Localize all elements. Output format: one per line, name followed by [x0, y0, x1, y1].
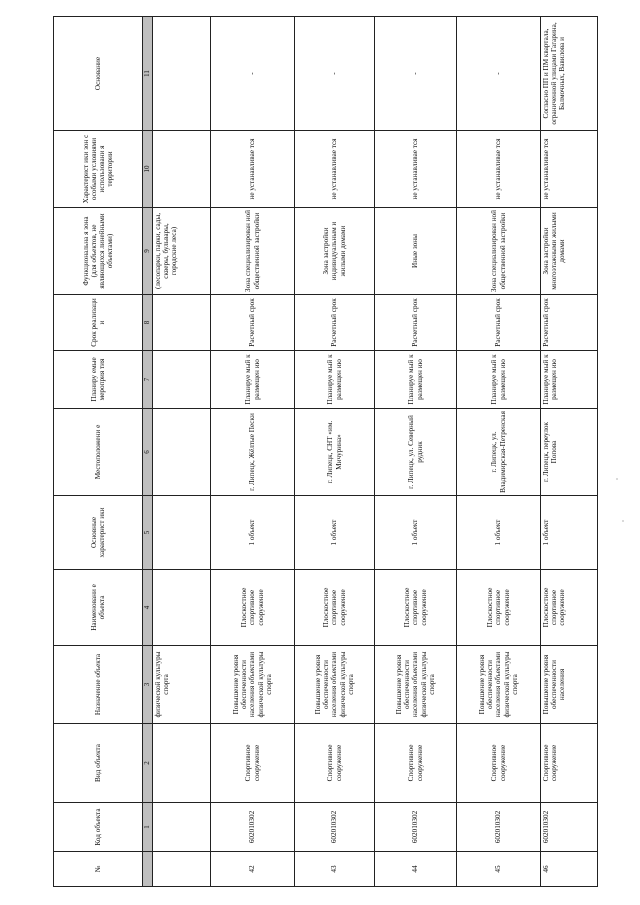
column-number-cell: 8: [143, 295, 153, 351]
object-name-cell: Плоскостное спортивное сооружение: [375, 570, 457, 646]
column-number-cell: 5: [143, 496, 153, 570]
zone-cell: Зона застройки индивидуальным и жилыми домами: [295, 208, 375, 295]
header-row: [54, 17, 143, 887]
specs-cell: 1 объект: [295, 496, 375, 570]
restrictions-cell: не устанавливае тся: [375, 131, 457, 208]
header-cell: Основные характерист ики: [54, 496, 143, 570]
purpose-cell: Повышение уровня обеспеченности населения объектами физической культуры спорта: [295, 646, 375, 724]
row-number-cell: 46: [541, 852, 598, 887]
rotated-table-wrapper: [53, 17, 567, 887]
column-number-cell: 4: [143, 570, 153, 646]
table-row: [457, 17, 541, 887]
object-kind-cell: Спортивное сооружение: [295, 724, 375, 803]
column-number-cell: 10: [143, 131, 153, 208]
table-row: [211, 17, 295, 887]
zone-cell: Зона застройки многоэтажными жилыми домами: [541, 208, 598, 295]
row-number-cell: 42: [211, 852, 295, 887]
objects-table: [53, 16, 598, 887]
header-cell: Местоположени е: [54, 409, 143, 496]
zone-cell: Зона специализирован ной общественной застройки: [211, 208, 295, 295]
table-row: [375, 17, 457, 887]
specs-cell: 1 объект: [211, 496, 295, 570]
purpose-cell: Повышение уровня обеспеченности населения объектами физической культуры спорта: [211, 646, 295, 724]
object-name-cell: Плоскостное спортивное сооружение: [541, 570, 598, 646]
row-number-cell: 44: [375, 852, 457, 887]
header-cell: Планиру емые мероприя тия: [54, 351, 143, 409]
restrictions-cell: не устанавливае тся: [211, 131, 295, 208]
object-name-cell: Плоскостное спортивное сооружение: [211, 570, 295, 646]
object-kind-cell: Спортивное сооружение: [375, 724, 457, 803]
column-number-cell: 7: [143, 351, 153, 409]
restrictions-cell: не устанавливае тся: [295, 131, 375, 208]
basis-cell: -: [375, 17, 457, 131]
scan-speck: [622, 520, 624, 522]
specs-cell: 1 объект: [541, 496, 598, 570]
header-cell: Срок реализаци и: [54, 295, 143, 351]
column-number-cell: 6: [143, 409, 153, 496]
measures-cell: Планируе мый к размещен ию: [457, 351, 541, 409]
header-cell: Основание: [54, 17, 143, 131]
header-cell: Характерист ики зон с особыми условиями использовани я территории: [54, 131, 143, 208]
measures-cell: Планируе мый к размещен ию: [375, 351, 457, 409]
zone-cell: Зона специализирован ной общественной застройки: [457, 208, 541, 295]
column-number-cell: 2: [143, 724, 153, 803]
object-kind-cell: Спортивное сооружение: [211, 724, 295, 803]
location-cell: г. Липецк, ул. Владимирская-Петренская: [457, 409, 541, 496]
term-cell: Расчетный срок: [457, 295, 541, 351]
location-cell: г. Липецк, ул. Северный рудник: [375, 409, 457, 496]
header-cell: Назначение объекта: [54, 646, 143, 724]
object-kind-cell: Спортивное сооружение: [457, 724, 541, 803]
header-cell: Наименовани е объекта: [54, 570, 143, 646]
term-cell: Расчетный срок: [541, 295, 598, 351]
header-cell: Код объекта: [54, 803, 143, 852]
specs-cell: 1 объект: [457, 496, 541, 570]
location-cell: г. Липецк, СНТ «им. Мичурина»: [295, 409, 375, 496]
column-number-cell: 11: [143, 17, 153, 131]
basis-cell: -: [457, 17, 541, 131]
row-number-cell: 43: [295, 852, 375, 887]
object-kind-cell: Спортивное сооружение: [541, 724, 598, 803]
term-cell: Расчетный срок: [211, 295, 295, 351]
object-code-cell: 602010302: [541, 803, 598, 852]
purpose-cell: Повышение уровня обеспеченности населения объектами физической культуры спорта: [457, 646, 541, 724]
header-cell: Вид объекта: [54, 724, 143, 803]
measures-cell: Планируе мый к размещен ию: [295, 351, 375, 409]
location-cell: г. Липецк, переулок Попова: [541, 409, 598, 496]
basis-cell: -: [211, 17, 295, 131]
object-name-cell: Плоскостное спортивное сооружение: [457, 570, 541, 646]
table-row: [541, 17, 598, 887]
column-number-cell: 3: [143, 646, 153, 724]
purpose-cell: физической культуры спорта: [153, 646, 211, 724]
column-number-cell: [143, 852, 153, 887]
object-code-cell: 602010302: [375, 803, 457, 852]
term-cell: Расчетный срок: [375, 295, 457, 351]
measures-cell: Планируе мый к размещен ию: [211, 351, 295, 409]
object-name-cell: Плоскостное спортивное сооружение: [295, 570, 375, 646]
header-cell: Функциональна я зона (для объектов, не являющихся линейными объектами): [54, 208, 143, 295]
column-number-row: [143, 17, 153, 887]
zone-cell: (лесопарки, парки, сады, скверы, бульвары, городские леса): [153, 208, 211, 295]
location-cell: г. Липецк, Жёлтые Пески: [211, 409, 295, 496]
term-cell: Расчетный срок: [295, 295, 375, 351]
scan-speck: [616, 478, 618, 480]
restrictions-cell: не устанавливае тся: [541, 131, 598, 208]
object-code-cell: 602010302: [211, 803, 295, 852]
table-row: [295, 17, 375, 887]
object-code-cell: 602010302: [295, 803, 375, 852]
purpose-cell: Повышение уровня обеспеченности населения объектами физической культуры спорта: [375, 646, 457, 724]
object-code-cell: 602010302: [457, 803, 541, 852]
header-cell: №: [54, 852, 143, 887]
zone-cell: Иные зоны: [375, 208, 457, 295]
row-number-cell: 45: [457, 852, 541, 887]
basis-cell: -: [295, 17, 375, 131]
basis-cell: Согласно ПП и ПМ квартала, ограниченной улицами Гагарина, Балмочных, Вавилова и: [541, 17, 598, 131]
specs-cell: 1 объект: [375, 496, 457, 570]
restrictions-cell: не устанавливае тся: [457, 131, 541, 208]
measures-cell: Планируе мый к размещен ию: [541, 351, 598, 409]
column-number-cell: 9: [143, 208, 153, 295]
continuation-row: [153, 17, 211, 887]
purpose-cell: Повышение уровня обеспеченности населения: [541, 646, 598, 724]
column-number-cell: 1: [143, 803, 153, 852]
